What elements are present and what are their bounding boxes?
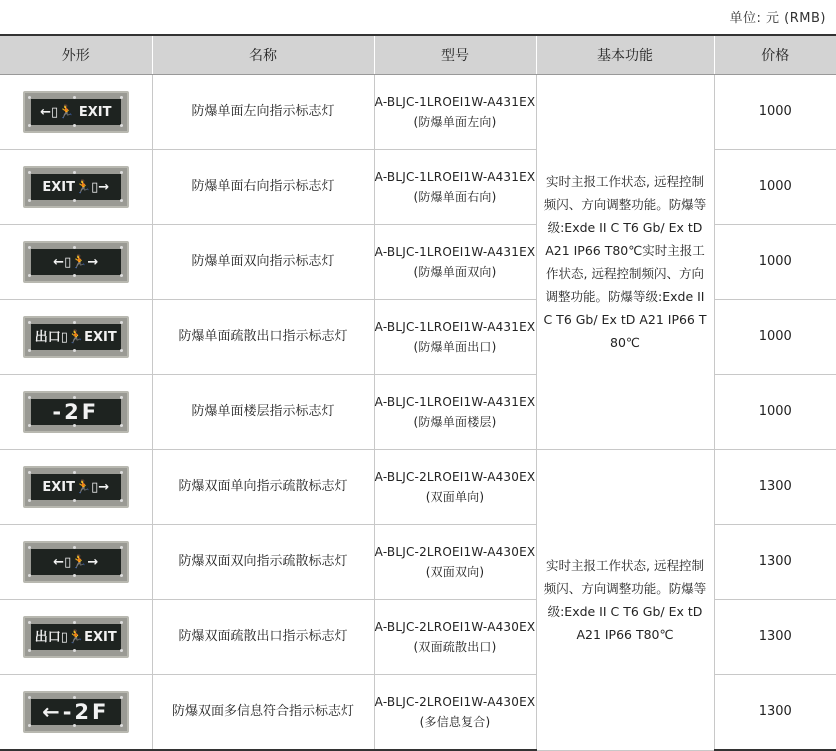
model-number: A-BLJC-1LROEI1W-A431EX xyxy=(374,170,536,184)
model-cell xyxy=(374,375,536,450)
multi-info-sign-icon: ←-2F xyxy=(23,691,129,733)
table-header-row xyxy=(0,35,836,75)
price-cell: 1000 xyxy=(714,150,836,225)
exit-door-sign-icon: 出口▯🏃EXIT xyxy=(23,616,129,658)
product-name: 防爆单面双向指示标志灯 xyxy=(152,225,374,300)
function-description-2: 实时主报工作状态, 远程控制频闪、方向调整功能。防爆等级:Exde II C T6 Gb/ Ex tD A21 IP66 T80℃ xyxy=(536,450,714,751)
price-cell: 1000 xyxy=(714,75,836,150)
sign-image-cell xyxy=(0,75,152,150)
product-name: 防爆单面疏散出口指示标志灯 xyxy=(152,300,374,375)
unit-label: 单位: 元 (RMB) xyxy=(729,11,826,26)
header-price: 价格 xyxy=(714,35,836,75)
price-cell: 1300 xyxy=(714,450,836,525)
price-cell: 1300 xyxy=(714,600,836,675)
model-cell xyxy=(374,675,536,751)
exit-door-sign-icon: 出口▯🏃EXIT xyxy=(23,316,129,358)
model-note: (防爆单面左向) xyxy=(413,115,497,129)
left-arrow-exit-sign-icon: ←▯🏃 EXIT xyxy=(23,91,129,133)
model-number: A-BLJC-2LROEI1W-A430EX xyxy=(374,470,536,484)
model-cell xyxy=(374,225,536,300)
table-row xyxy=(0,450,836,525)
table-row xyxy=(0,75,836,150)
double-arrow-exit-sign-icon: ←▯🏃→ xyxy=(23,541,129,583)
sign-image-cell xyxy=(0,150,152,225)
double-arrow-exit-sign-icon: ←▯🏃→ xyxy=(23,241,129,283)
floor-indicator-sign-icon: -2F xyxy=(23,391,129,433)
product-name: 防爆双面多信息符合指示标志灯 xyxy=(152,675,374,751)
model-number: A-BLJC-2LROEI1W-A430EX xyxy=(374,545,536,559)
sign-image-cell xyxy=(0,525,152,600)
product-name: 防爆双面单向指示疏散标志灯 xyxy=(152,450,374,525)
sign-image-cell xyxy=(0,225,152,300)
product-name: 防爆双面疏散出口指示标志灯 xyxy=(152,600,374,675)
product-name: 防爆单面右向指示标志灯 xyxy=(152,150,374,225)
model-number: A-BLJC-2LROEI1W-A430EX xyxy=(374,620,536,634)
model-cell xyxy=(374,450,536,525)
model-note: (双面单向) xyxy=(425,490,485,504)
price-cell: 1300 xyxy=(714,525,836,600)
sign-image-cell xyxy=(0,450,152,525)
model-note: (双面疏散出口) xyxy=(413,640,497,654)
price-cell: 1000 xyxy=(714,225,836,300)
model-note: (防爆单面楼层) xyxy=(413,415,497,429)
right-arrow-exit-sign-icon: EXIT🏃▯→ xyxy=(23,166,129,208)
model-number: A-BLJC-1LROEI1W-A431EX xyxy=(374,95,536,109)
model-cell xyxy=(374,525,536,600)
product-name: 防爆单面左向指示标志灯 xyxy=(152,75,374,150)
model-number: A-BLJC-1LROEI1W-A431EX xyxy=(374,245,536,259)
product-name: 防爆单面楼层指示标志灯 xyxy=(152,375,374,450)
model-note: (双面双向) xyxy=(425,565,485,579)
model-number: A-BLJC-1LROEI1W-A431EX xyxy=(374,320,536,334)
header-model: 型号 xyxy=(374,35,536,75)
model-number: A-BLJC-1LROEI1W-A431EX xyxy=(374,395,536,409)
header-name: 名称 xyxy=(152,35,374,75)
product-name: 防爆双面双向指示疏散标志灯 xyxy=(152,525,374,600)
model-note: (防爆单面双向) xyxy=(413,265,497,279)
model-note: (防爆单面右向) xyxy=(413,190,497,204)
header-appearance: 外形 xyxy=(0,35,152,75)
right-arrow-exit-sign-icon: EXIT🏃▯→ xyxy=(23,466,129,508)
model-cell xyxy=(374,150,536,225)
model-cell xyxy=(374,300,536,375)
price-cell: 1000 xyxy=(714,300,836,375)
model-cell xyxy=(374,600,536,675)
model-number: A-BLJC-2LROEI1W-A430EX xyxy=(374,695,536,709)
function-description-1: 实时主报工作状态, 远程控制频闪、方向调整功能。防爆等级:Exde II C T6 Gb/ Ex tD A21 IP66 T80℃实时主报工作状态, 远程控制频闪、方向调整功能。防爆等级:Exde II C T6 Gb/ Ex tD A21 IP66 T80℃ xyxy=(536,75,714,450)
sign-image-cell xyxy=(0,300,152,375)
model-cell xyxy=(374,75,536,150)
price-cell: 1300 xyxy=(714,675,836,751)
sign-image-cell xyxy=(0,600,152,675)
header-function: 基本功能 xyxy=(536,35,714,75)
sign-image-cell xyxy=(0,375,152,450)
price-cell: 1000 xyxy=(714,375,836,450)
sign-image-cell xyxy=(0,675,152,751)
price-table xyxy=(0,34,836,751)
model-note: (多信息复合) xyxy=(419,715,491,729)
model-note: (防爆单面出口) xyxy=(413,340,497,354)
